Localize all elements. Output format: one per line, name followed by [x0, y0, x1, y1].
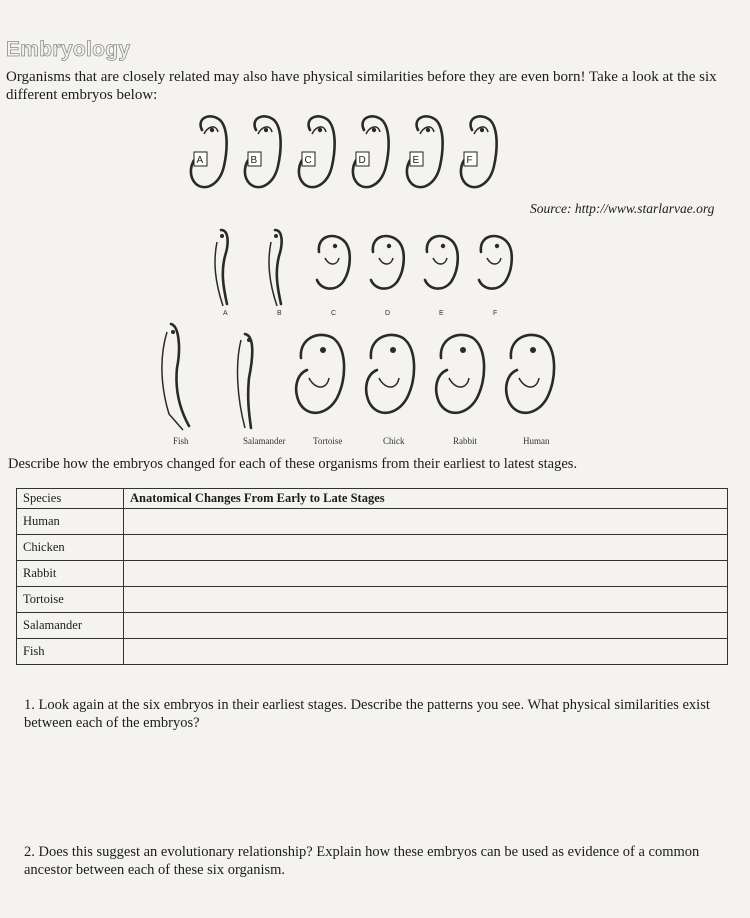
species-cell: Salamander — [17, 613, 124, 639]
species-cell: Human — [17, 509, 124, 535]
mid-embryo-row — [195, 222, 535, 320]
embryo-letter: B — [250, 155, 258, 166]
late-embryo-chick — [366, 335, 414, 446]
describe-instruction: Describe how the embryos changed for each of these organisms from their earliest to latest stages. — [8, 456, 578, 472]
table-row — [17, 587, 728, 613]
table-row — [17, 535, 728, 561]
species-label: Fish — [173, 436, 189, 446]
late-embryo-fish — [162, 324, 189, 446]
changes-answer-cell[interactable] — [124, 509, 728, 535]
source-credit: Source: http://www.starlarvae.org — [530, 201, 715, 216]
embryo-letter: D — [385, 310, 391, 317]
embryo-letter: A — [196, 155, 204, 166]
early-embryo-row — [180, 108, 510, 200]
late-embryo-tortoise — [296, 335, 344, 446]
embryo-letter: E — [412, 155, 420, 166]
changes-answer-cell[interactable] — [124, 587, 728, 613]
changes-answer-cell[interactable] — [124, 639, 728, 665]
species-cell: Chicken — [17, 535, 124, 561]
species-cell: Fish — [17, 639, 124, 665]
page-title: Embryology — [6, 38, 131, 61]
species-label: Rabbit — [453, 436, 477, 446]
species-label: Chick — [383, 436, 405, 446]
mid-embryo-A — [215, 230, 228, 317]
mid-embryo-B — [269, 230, 282, 317]
early-embryo-C — [299, 116, 335, 187]
table-row — [17, 639, 728, 665]
embryo-letter: F — [466, 155, 473, 166]
mid-embryo-D — [371, 236, 404, 317]
changes-header: Anatomical Changes From Early to Late Stages — [124, 489, 728, 509]
late-embryo-human — [506, 335, 554, 446]
early-embryo-E — [407, 116, 443, 187]
early-embryo-F — [461, 116, 497, 187]
mid-embryo-C — [317, 236, 350, 317]
late-embryo-rabbit — [436, 335, 484, 446]
late-embryo-row — [145, 318, 575, 448]
question-1: 1. Look again at the six embryos in their earliest stages. Describe the patterns you see. What physical similarities exist between each of the embryos? — [24, 697, 710, 731]
embryo-letter: B — [277, 310, 282, 317]
late-embryo-salamander — [238, 334, 286, 446]
mid-embryo-F — [479, 236, 512, 317]
table-row — [17, 509, 728, 535]
early-embryo-D — [353, 116, 389, 187]
species-cell: Rabbit — [17, 561, 124, 587]
embryo-letter: F — [493, 310, 498, 317]
changes-answer-cell[interactable] — [124, 561, 728, 587]
species-label: Salamander — [243, 436, 286, 446]
table-row — [17, 561, 728, 587]
early-embryo-A — [191, 116, 227, 187]
changes-answer-cell[interactable] — [124, 613, 728, 639]
intro-text: Organisms that are closely related may also have physical similarities before they are even born! Take a look at the six different embryos below: — [6, 69, 717, 103]
anatomical-changes-table — [16, 488, 728, 665]
embryo-letter: E — [439, 310, 444, 317]
embryo-letter: C — [331, 310, 337, 317]
changes-answer-cell[interactable] — [124, 535, 728, 561]
mid-embryo-E — [425, 236, 458, 317]
embryo-letter: D — [358, 155, 366, 166]
species-cell: Tortoise — [17, 587, 124, 613]
species-header: Species — [17, 489, 124, 509]
embryo-letter: A — [223, 310, 228, 317]
table-row — [17, 613, 728, 639]
species-label: Tortoise — [313, 436, 343, 446]
species-label: Human — [523, 436, 550, 446]
early-embryo-B — [245, 116, 281, 187]
question-2: 2. Does this suggest an evolutionary relationship? Explain how these embryos can be used as evidence of a common ancestor between each of these six organism. — [24, 844, 700, 878]
embryo-letter: C — [304, 155, 312, 166]
